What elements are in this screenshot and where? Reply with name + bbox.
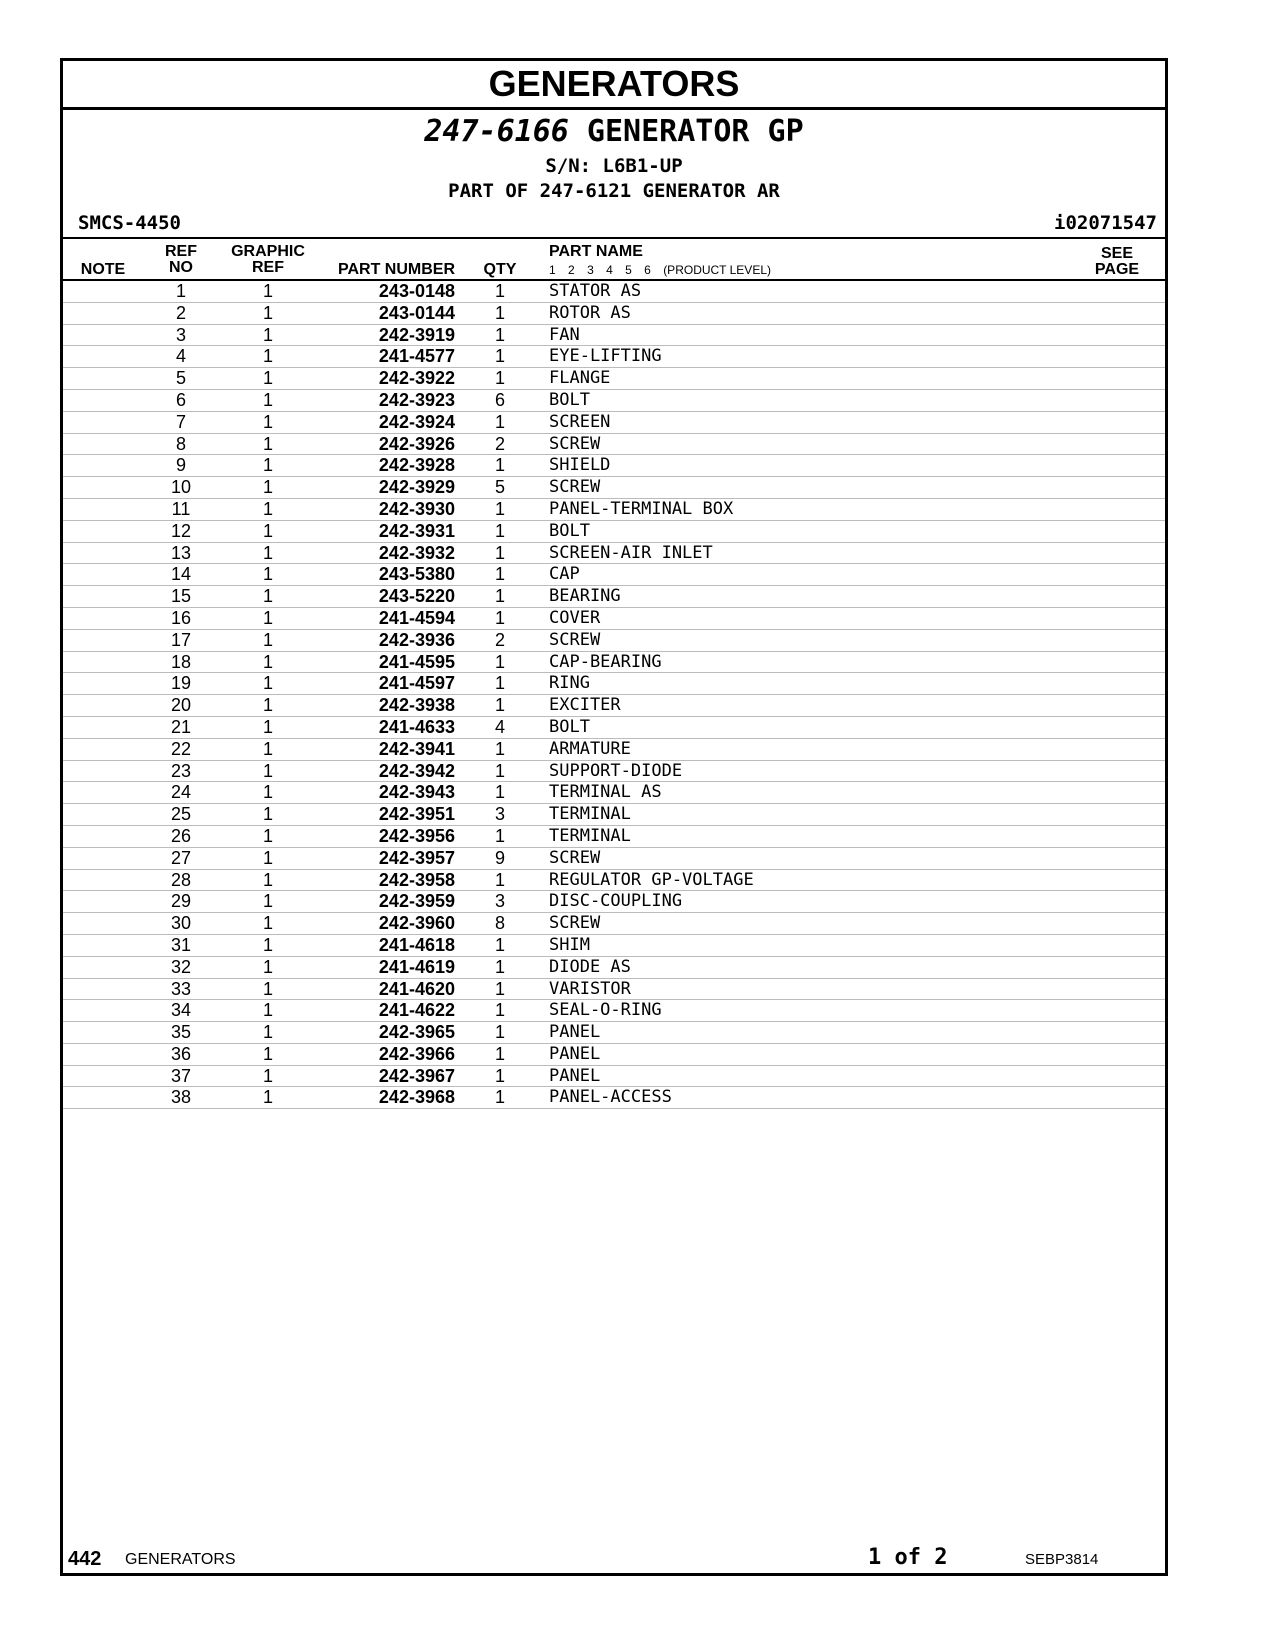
cell-part-number: 241-4597 xyxy=(378,673,455,694)
cell-part-number: 242-3968 xyxy=(378,1087,455,1108)
cell-part-number: 242-3958 xyxy=(378,869,455,890)
table-row xyxy=(63,804,1165,826)
table-row xyxy=(63,957,1165,979)
header-part-name: PART NAME xyxy=(549,243,643,260)
cell-part-name: SEAL-O-RING xyxy=(549,1000,662,1021)
table-row xyxy=(63,499,1165,521)
cell-graphic-ref: 1 xyxy=(262,607,273,628)
cell-qty: 8 xyxy=(494,913,505,934)
cell-graphic-ref: 1 xyxy=(262,1043,273,1064)
cell-ref-no: 4 xyxy=(175,346,186,367)
table-row xyxy=(63,717,1165,739)
table-row xyxy=(63,1044,1165,1066)
cell-part-number: 241-4633 xyxy=(378,716,455,737)
cell-part-number: 241-4595 xyxy=(378,651,455,672)
cell-part-number: 242-3965 xyxy=(378,1022,455,1043)
cell-qty: 1 xyxy=(494,411,505,432)
cell-ref-no: 36 xyxy=(170,1043,192,1064)
cell-qty: 1 xyxy=(494,978,505,999)
table-row xyxy=(63,608,1165,630)
cell-ref-no: 19 xyxy=(170,673,192,694)
cell-graphic-ref: 1 xyxy=(262,389,273,410)
document-identifier: i02071547 xyxy=(1054,212,1157,234)
table-row xyxy=(63,695,1165,717)
table-header xyxy=(63,237,1165,281)
cell-part-number: 242-3931 xyxy=(378,520,455,541)
cell-ref-no: 28 xyxy=(170,869,192,890)
cell-qty: 1 xyxy=(494,564,505,585)
cell-part-name: EYE-LIFTING xyxy=(549,346,662,367)
cell-part-name: STATOR AS xyxy=(549,281,642,301)
cell-ref-no: 3 xyxy=(175,324,186,345)
table-row xyxy=(63,1000,1165,1022)
table-row xyxy=(63,303,1165,325)
cell-part-number: 242-3936 xyxy=(378,629,455,650)
cell-part-name: ROTOR AS xyxy=(549,302,631,323)
cell-ref-no: 8 xyxy=(175,433,186,454)
header-qty: QTY xyxy=(483,261,517,278)
cell-ref-no: 13 xyxy=(170,542,192,563)
cell-part-name: SCREW xyxy=(549,629,601,650)
header-ref-bottom: NO xyxy=(169,259,193,276)
cell-part-name: DIODE AS xyxy=(549,956,631,977)
footer-document-id: SEBP3814 xyxy=(1025,1551,1099,1568)
cell-part-number: 242-3943 xyxy=(378,782,455,803)
header-ref-top: REF xyxy=(165,243,197,260)
table-row xyxy=(63,848,1165,870)
cell-qty: 5 xyxy=(494,477,505,498)
cell-part-number: 243-5380 xyxy=(378,564,455,585)
table-row xyxy=(63,739,1165,761)
cell-part-number: 242-3932 xyxy=(378,542,455,563)
cell-part-name: SCREEN-AIR INLET xyxy=(549,542,713,563)
cell-part-number: 242-3928 xyxy=(378,455,455,476)
cell-graphic-ref: 1 xyxy=(262,956,273,977)
level-5: 5 xyxy=(625,263,632,277)
cell-graphic-ref: 1 xyxy=(262,847,273,868)
table-row xyxy=(63,979,1165,1001)
table-row xyxy=(63,434,1165,456)
cell-graphic-ref: 1 xyxy=(262,913,273,934)
cell-part-number: 242-3930 xyxy=(378,498,455,519)
table-row xyxy=(63,782,1165,804)
table-row xyxy=(63,1066,1165,1088)
header-product-levels xyxy=(549,264,780,276)
cell-ref-no: 37 xyxy=(170,1065,192,1086)
cell-part-number: 241-4619 xyxy=(378,956,455,977)
cell-part-number: 242-3966 xyxy=(378,1043,455,1064)
cell-qty: 1 xyxy=(494,520,505,541)
footer-section: GENERATORS xyxy=(125,1551,236,1568)
table-row xyxy=(63,325,1165,347)
table-row xyxy=(63,913,1165,935)
part-of: PART OF 247-6121 GENERATOR AR xyxy=(448,180,780,202)
cell-graphic-ref: 1 xyxy=(262,673,273,694)
cell-graphic-ref: 1 xyxy=(262,869,273,890)
cell-qty: 1 xyxy=(494,281,505,301)
cell-part-number: 241-4618 xyxy=(378,934,455,955)
cell-graphic-ref: 1 xyxy=(262,477,273,498)
table-row xyxy=(63,390,1165,412)
cell-part-name: VARISTOR xyxy=(549,978,631,999)
table-row xyxy=(63,870,1165,892)
cell-graphic-ref: 1 xyxy=(262,455,273,476)
cell-part-number: 242-3960 xyxy=(378,913,455,934)
header-graphic-ref xyxy=(223,244,313,276)
cell-qty: 1 xyxy=(494,586,505,607)
cell-graphic-ref: 1 xyxy=(262,433,273,454)
cell-graphic-ref: 1 xyxy=(262,934,273,955)
group-title xyxy=(63,115,1165,149)
cell-ref-no: 34 xyxy=(170,1000,192,1021)
cell-qty: 1 xyxy=(494,302,505,323)
table-row xyxy=(63,477,1165,499)
table-row xyxy=(63,1022,1165,1044)
cell-part-name: PANEL-ACCESS xyxy=(549,1087,672,1108)
cell-graphic-ref: 1 xyxy=(262,564,273,585)
cell-part-number: 242-3922 xyxy=(378,368,455,389)
cell-part-name: SCREW xyxy=(549,477,601,498)
cell-graphic-ref: 1 xyxy=(262,324,273,345)
cell-part-name: PANEL xyxy=(549,1022,601,1043)
serial-number: S/N: L6B1-UP xyxy=(545,155,683,177)
table-row xyxy=(63,412,1165,434)
cell-ref-no: 20 xyxy=(170,695,192,716)
cell-ref-no: 5 xyxy=(175,368,186,389)
header-see-page xyxy=(1087,246,1147,278)
cell-part-name: DISC-COUPLING xyxy=(549,891,683,912)
cell-part-name: ARMATURE xyxy=(549,738,631,759)
cell-part-name: TERMINAL AS xyxy=(549,782,662,803)
cell-qty: 1 xyxy=(494,673,505,694)
cell-qty: 1 xyxy=(494,542,505,563)
cell-part-number: 242-3926 xyxy=(378,433,455,454)
cell-part-name: EXCITER xyxy=(549,695,621,716)
level-4: 4 xyxy=(606,263,613,277)
table-row xyxy=(63,761,1165,783)
cell-part-name: COVER xyxy=(549,607,601,628)
cell-qty: 3 xyxy=(494,804,505,825)
header-part-number: PART NUMBER xyxy=(337,261,455,278)
cell-part-name: SUPPORT-DIODE xyxy=(549,760,683,781)
cell-part-number: 243-0144 xyxy=(378,302,455,323)
cell-qty: 1 xyxy=(494,1022,505,1043)
cell-qty: 3 xyxy=(494,891,505,912)
cell-part-name: BOLT xyxy=(549,389,590,410)
cell-part-name: SHIELD xyxy=(549,455,611,476)
cell-graphic-ref: 1 xyxy=(262,368,273,389)
cell-qty: 4 xyxy=(494,716,505,737)
cell-ref-no: 32 xyxy=(170,956,192,977)
cell-qty: 1 xyxy=(494,368,505,389)
table-row xyxy=(63,891,1165,913)
cell-qty: 1 xyxy=(494,825,505,846)
smcs-code: SMCS-4450 xyxy=(78,212,181,234)
group-name: GENERATOR GP xyxy=(586,114,804,149)
cell-ref-no: 25 xyxy=(170,804,192,825)
cell-graphic-ref: 1 xyxy=(262,411,273,432)
cell-ref-no: 17 xyxy=(170,629,192,650)
level-6: 6 xyxy=(644,263,651,277)
cell-part-number: 242-3919 xyxy=(378,324,455,345)
cell-ref-no: 21 xyxy=(170,716,192,737)
cell-graphic-ref: 1 xyxy=(262,716,273,737)
cell-ref-no: 26 xyxy=(170,825,192,846)
level-1: 1 xyxy=(549,263,556,277)
parts-page-frame xyxy=(60,58,1168,1576)
cell-qty: 1 xyxy=(494,782,505,803)
table-row xyxy=(63,826,1165,848)
cell-qty: 1 xyxy=(494,346,505,367)
table-row xyxy=(63,281,1165,303)
cell-graphic-ref: 1 xyxy=(262,804,273,825)
table-row xyxy=(63,586,1165,608)
cell-graphic-ref: 1 xyxy=(262,891,273,912)
cell-qty: 1 xyxy=(494,1000,505,1021)
table-row xyxy=(63,564,1165,586)
header-ref-no xyxy=(158,244,204,276)
cell-ref-no: 7 xyxy=(175,411,186,432)
level-3: 3 xyxy=(587,263,594,277)
footer-page-number: 442 xyxy=(68,1548,102,1570)
cell-ref-no: 18 xyxy=(170,651,192,672)
table-row xyxy=(63,543,1165,565)
cell-part-name: PANEL xyxy=(549,1065,601,1086)
cell-part-number: 242-3957 xyxy=(378,847,455,868)
cell-part-number: 243-5220 xyxy=(378,586,455,607)
cell-ref-no: 16 xyxy=(170,607,192,628)
cell-part-number: 241-4577 xyxy=(378,346,455,367)
cell-part-name: CAP-BEARING xyxy=(549,651,662,672)
cell-graphic-ref: 1 xyxy=(262,498,273,519)
cell-ref-no: 14 xyxy=(170,564,192,585)
cell-part-number: 242-3941 xyxy=(378,738,455,759)
cell-ref-no: 9 xyxy=(175,455,186,476)
cell-qty: 1 xyxy=(494,1065,505,1086)
cell-part-name: CAP xyxy=(549,564,580,585)
cell-qty: 2 xyxy=(494,433,505,454)
cell-part-number: 242-3956 xyxy=(378,825,455,846)
cell-ref-no: 35 xyxy=(170,1022,192,1043)
cell-qty: 1 xyxy=(494,695,505,716)
cell-graphic-ref: 1 xyxy=(262,542,273,563)
cell-ref-no: 24 xyxy=(170,782,192,803)
cell-part-name: SHIM xyxy=(549,934,590,955)
cell-part-name: SCREW xyxy=(549,847,601,868)
product-level-label: (PRODUCT LEVEL) xyxy=(663,263,771,277)
cell-qty: 1 xyxy=(494,1087,505,1108)
cell-ref-no: 2 xyxy=(175,302,186,323)
cell-part-name: PANEL xyxy=(549,1043,601,1064)
cell-qty: 1 xyxy=(494,607,505,628)
section-title: GENERATORS xyxy=(63,61,1165,110)
cell-part-number: 241-4620 xyxy=(378,978,455,999)
table-row xyxy=(63,935,1165,957)
cell-part-number: 241-4594 xyxy=(378,607,455,628)
header-see-bottom: PAGE xyxy=(1094,261,1140,278)
cell-qty: 6 xyxy=(494,389,505,410)
cell-graphic-ref: 1 xyxy=(262,281,273,301)
cell-qty: 1 xyxy=(494,498,505,519)
cell-graphic-ref: 1 xyxy=(262,1087,273,1108)
table-row xyxy=(63,346,1165,368)
cell-part-number: 242-3923 xyxy=(378,389,455,410)
cell-graphic-ref: 1 xyxy=(262,651,273,672)
cell-part-number: 242-3951 xyxy=(378,804,455,825)
cell-graphic-ref: 1 xyxy=(262,760,273,781)
cell-part-name: BEARING xyxy=(549,586,621,607)
level-2: 2 xyxy=(568,263,575,277)
parts-table-body xyxy=(63,281,1165,1109)
group-part-number: 247-6166 xyxy=(424,114,569,149)
cell-graphic-ref: 1 xyxy=(262,978,273,999)
cell-part-name: SCREEN xyxy=(549,411,611,432)
cell-part-name: TERMINAL xyxy=(549,825,631,846)
cell-qty: 1 xyxy=(494,738,505,759)
header-note: NOTE xyxy=(80,261,126,278)
cell-graphic-ref: 1 xyxy=(262,1065,273,1086)
cell-qty: 1 xyxy=(494,956,505,977)
cell-part-number: 242-3938 xyxy=(378,695,455,716)
cell-part-name: BOLT xyxy=(549,520,590,541)
cell-graphic-ref: 1 xyxy=(262,302,273,323)
cell-part-name: SCREW xyxy=(549,433,601,454)
cell-ref-no: 15 xyxy=(170,586,192,607)
header-see-top: SEE xyxy=(1100,245,1133,262)
cell-ref-no: 30 xyxy=(170,913,192,934)
table-row xyxy=(63,673,1165,695)
table-row xyxy=(63,1087,1165,1109)
cell-graphic-ref: 1 xyxy=(262,520,273,541)
header-graphic-top: GRAPHIC xyxy=(231,243,305,260)
cell-qty: 1 xyxy=(494,934,505,955)
table-row xyxy=(63,630,1165,652)
cell-part-name: RING xyxy=(549,673,590,694)
cell-ref-no: 29 xyxy=(170,891,192,912)
cell-graphic-ref: 1 xyxy=(262,782,273,803)
cell-ref-no: 10 xyxy=(170,477,192,498)
cell-qty: 1 xyxy=(494,869,505,890)
cell-graphic-ref: 1 xyxy=(262,629,273,650)
cell-part-number: 242-3942 xyxy=(378,760,455,781)
cell-qty: 9 xyxy=(494,847,505,868)
table-row xyxy=(63,368,1165,390)
cell-graphic-ref: 1 xyxy=(262,1000,273,1021)
cell-ref-no: 27 xyxy=(170,847,192,868)
cell-graphic-ref: 1 xyxy=(262,738,273,759)
cell-part-name: REGULATOR GP-VOLTAGE xyxy=(549,869,754,890)
cell-graphic-ref: 1 xyxy=(262,1022,273,1043)
cell-graphic-ref: 1 xyxy=(262,586,273,607)
cell-graphic-ref: 1 xyxy=(262,825,273,846)
header-graphic-bottom: REF xyxy=(252,259,284,276)
cell-ref-no: 22 xyxy=(170,738,192,759)
cell-ref-no: 38 xyxy=(170,1087,192,1108)
cell-part-number: 242-3959 xyxy=(378,891,455,912)
cell-qty: 2 xyxy=(494,629,505,650)
footer-page-of: 1 of 2 xyxy=(868,1545,948,1570)
cell-qty: 1 xyxy=(494,455,505,476)
cell-part-number: 242-3924 xyxy=(378,411,455,432)
cell-part-name: FAN xyxy=(549,324,580,345)
cell-ref-no: 11 xyxy=(171,498,191,519)
cell-ref-no: 31 xyxy=(170,934,192,955)
cell-ref-no: 6 xyxy=(175,389,186,410)
table-row xyxy=(63,521,1165,543)
cell-qty: 1 xyxy=(494,324,505,345)
table-row xyxy=(63,652,1165,674)
cell-part-number: 242-3929 xyxy=(378,477,455,498)
cell-part-number: 242-3967 xyxy=(378,1065,455,1086)
cell-part-number: 243-0148 xyxy=(378,281,455,301)
cell-ref-no: 12 xyxy=(170,520,192,541)
cell-graphic-ref: 1 xyxy=(262,346,273,367)
cell-qty: 1 xyxy=(494,760,505,781)
cell-part-name: TERMINAL xyxy=(549,804,631,825)
cell-part-name: BOLT xyxy=(549,716,590,737)
cell-graphic-ref: 1 xyxy=(262,695,273,716)
cell-ref-no: 23 xyxy=(170,760,192,781)
cell-part-name: SCREW xyxy=(549,913,601,934)
cell-ref-no: 1 xyxy=(175,281,186,301)
cell-part-name: FLANGE xyxy=(549,368,611,389)
table-row xyxy=(63,455,1165,477)
cell-qty: 1 xyxy=(494,1043,505,1064)
cell-qty: 1 xyxy=(494,651,505,672)
cell-ref-no: 33 xyxy=(170,978,192,999)
cell-part-name: PANEL-TERMINAL BOX xyxy=(549,498,734,519)
cell-part-number: 241-4622 xyxy=(378,1000,455,1021)
